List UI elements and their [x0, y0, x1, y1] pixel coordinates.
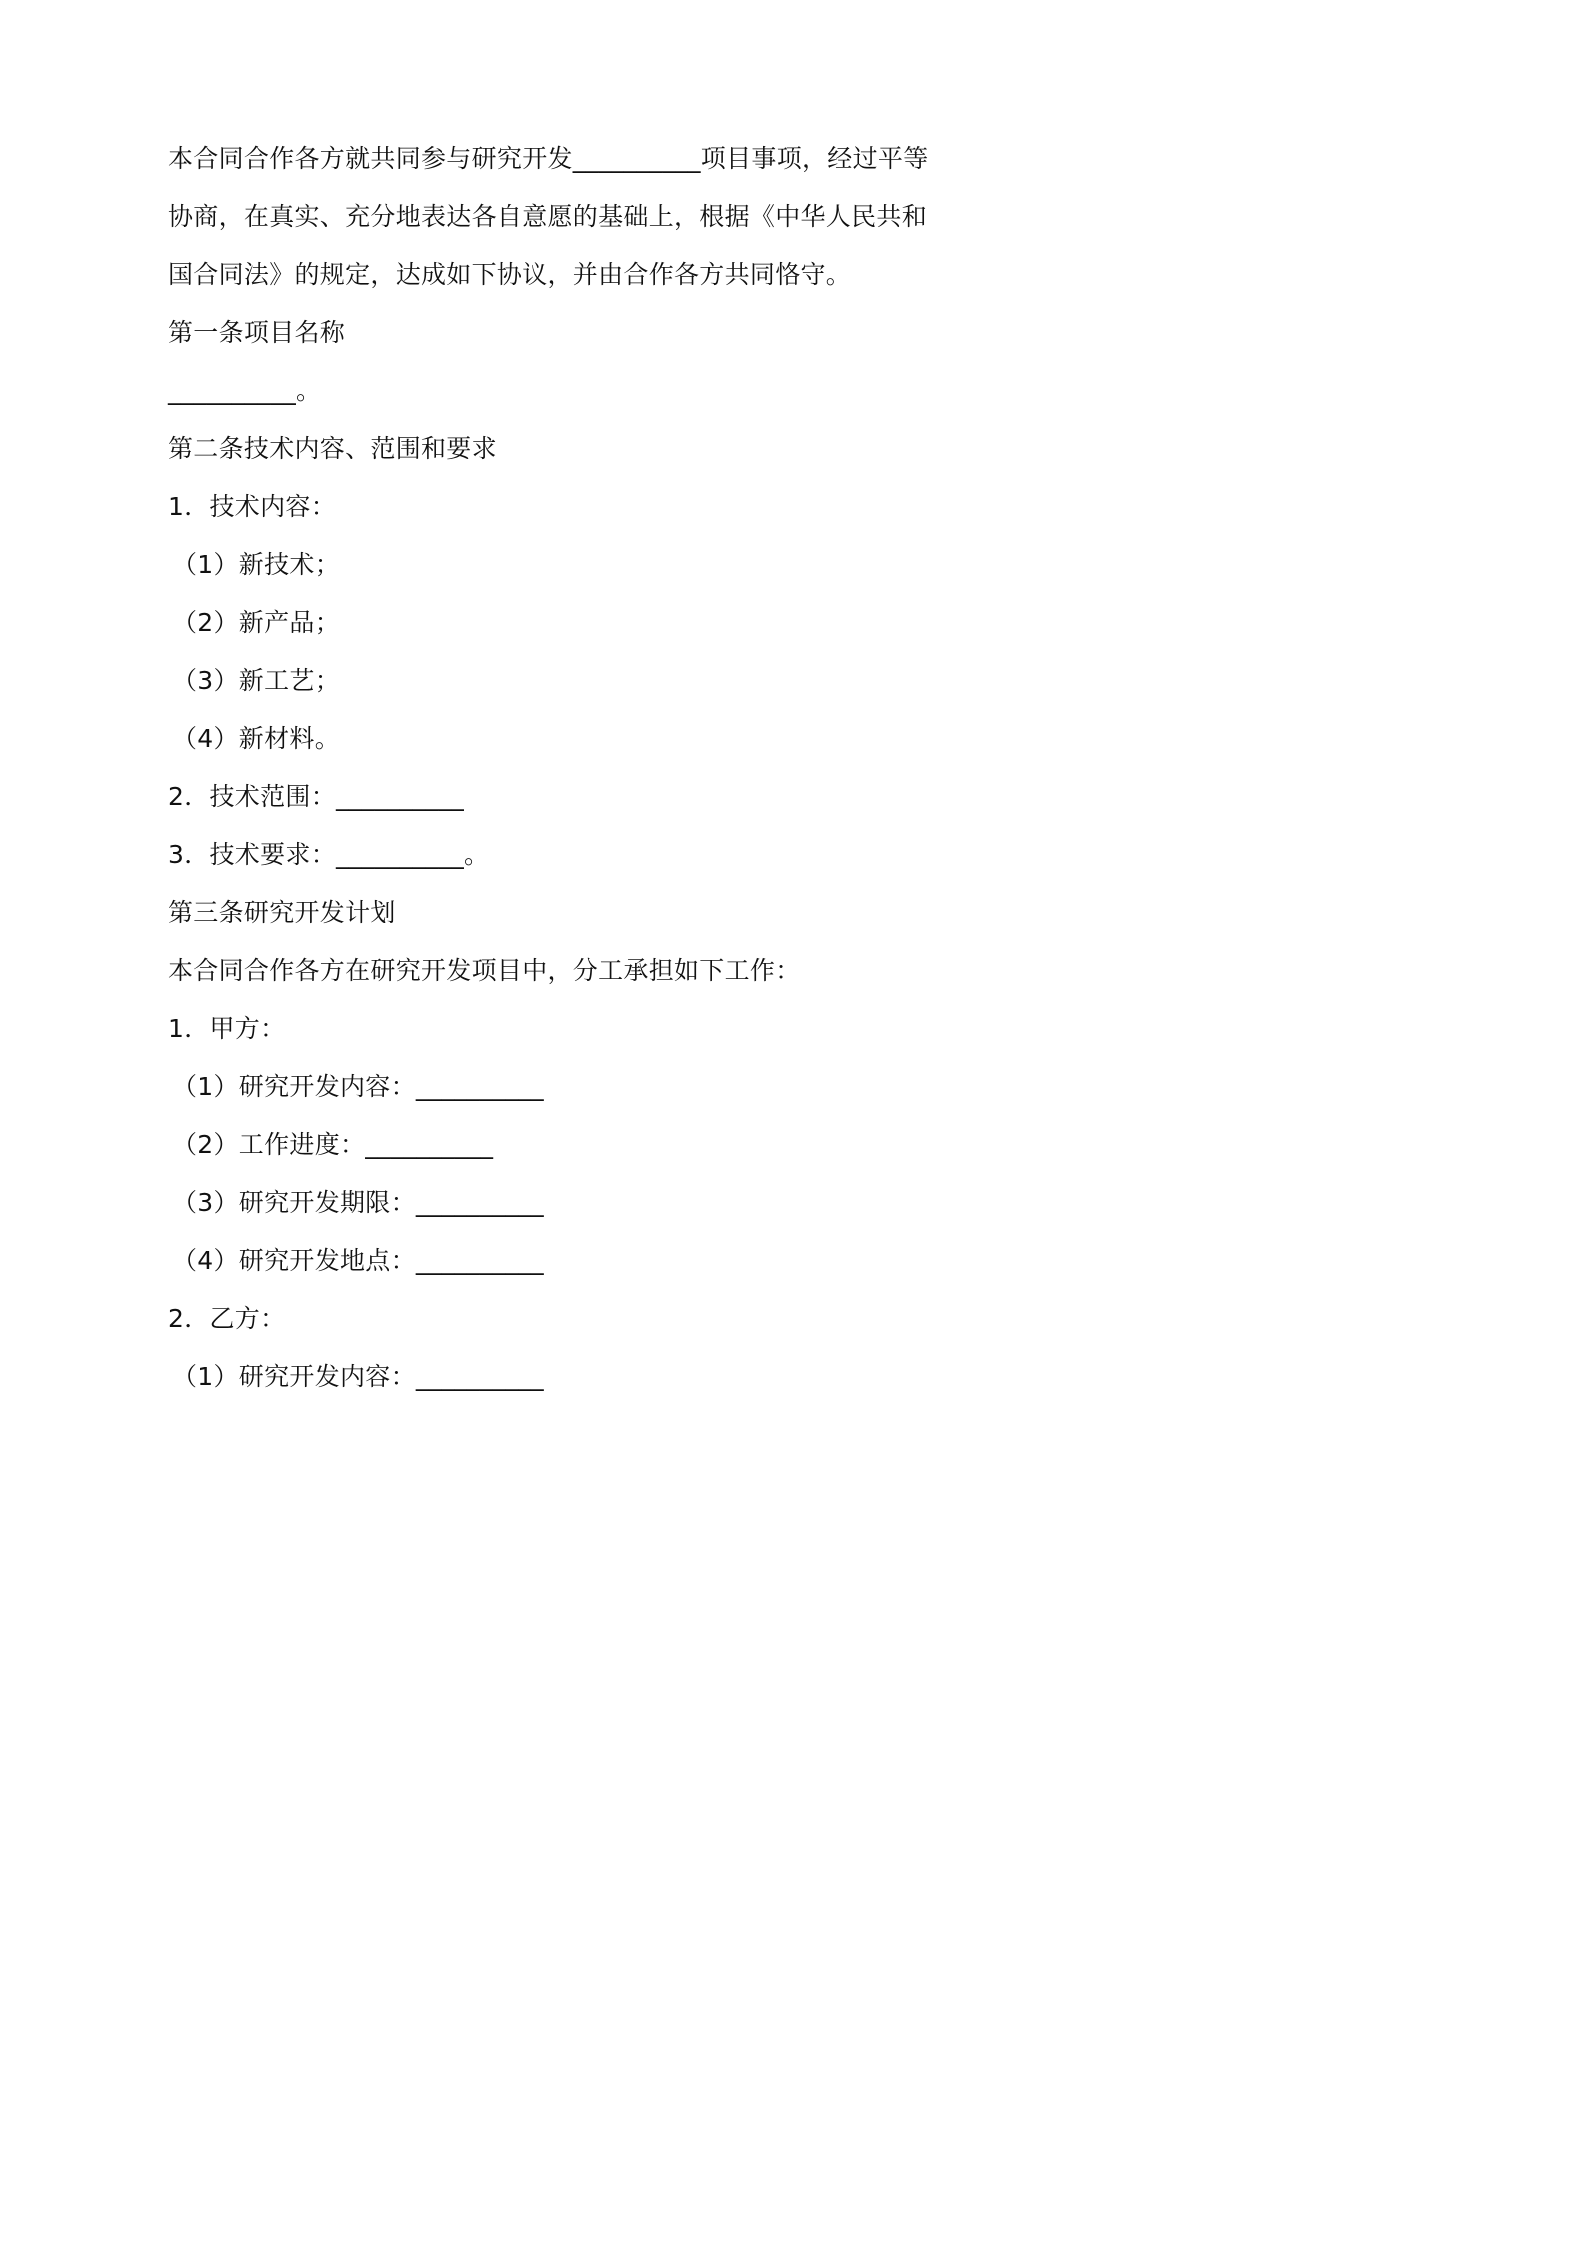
preamble-line-3: 国合同法》的规定，达成如下协议，并由合作各方共同恪守。	[168, 260, 852, 289]
tech-content-label: 1．技术内容：	[168, 492, 337, 521]
article-3-heading: 第三条研究开发计划	[168, 898, 396, 927]
list-item: （1）研究开发内容：__________	[172, 1362, 544, 1391]
list-item: （1）研究开发内容：__________	[172, 1072, 544, 1101]
party-b-label: 2．乙方：	[168, 1304, 286, 1333]
party-a-label: 1．甲方：	[168, 1014, 286, 1043]
list-item: （1）新技术；	[172, 550, 341, 579]
project-name-blank: __________。	[168, 376, 322, 405]
list-item: （3）新工艺；	[172, 666, 341, 695]
document-page	[0, 0, 1101, 1558]
article-1-heading: 第一条项目名称	[168, 318, 346, 347]
list-item: （4）新材料。	[172, 724, 341, 753]
preamble-line-1: 本合同合作各方就共同参与研究开发__________项目事项，经过平等	[168, 144, 929, 173]
tech-scope-line: 2．技术范围：__________	[168, 782, 465, 811]
list-item: （4）研究开发地点：__________	[172, 1246, 544, 1275]
list-item: （3）研究开发期限：__________	[172, 1188, 544, 1217]
list-item: （2）新产品；	[172, 608, 341, 637]
list-item: （2）工作进度：__________	[172, 1130, 494, 1159]
tech-requirement-line: 3．技术要求：__________。	[168, 840, 490, 869]
work-division-intro: 本合同合作各方在研究开发项目中，分工承担如下工作：	[168, 956, 801, 985]
article-2-heading: 第二条技术内容、范围和要求	[168, 434, 497, 463]
preamble-line-2: 协商，在真实、充分地表达各自意愿的基础上，根据《中华人民共和	[168, 202, 928, 231]
